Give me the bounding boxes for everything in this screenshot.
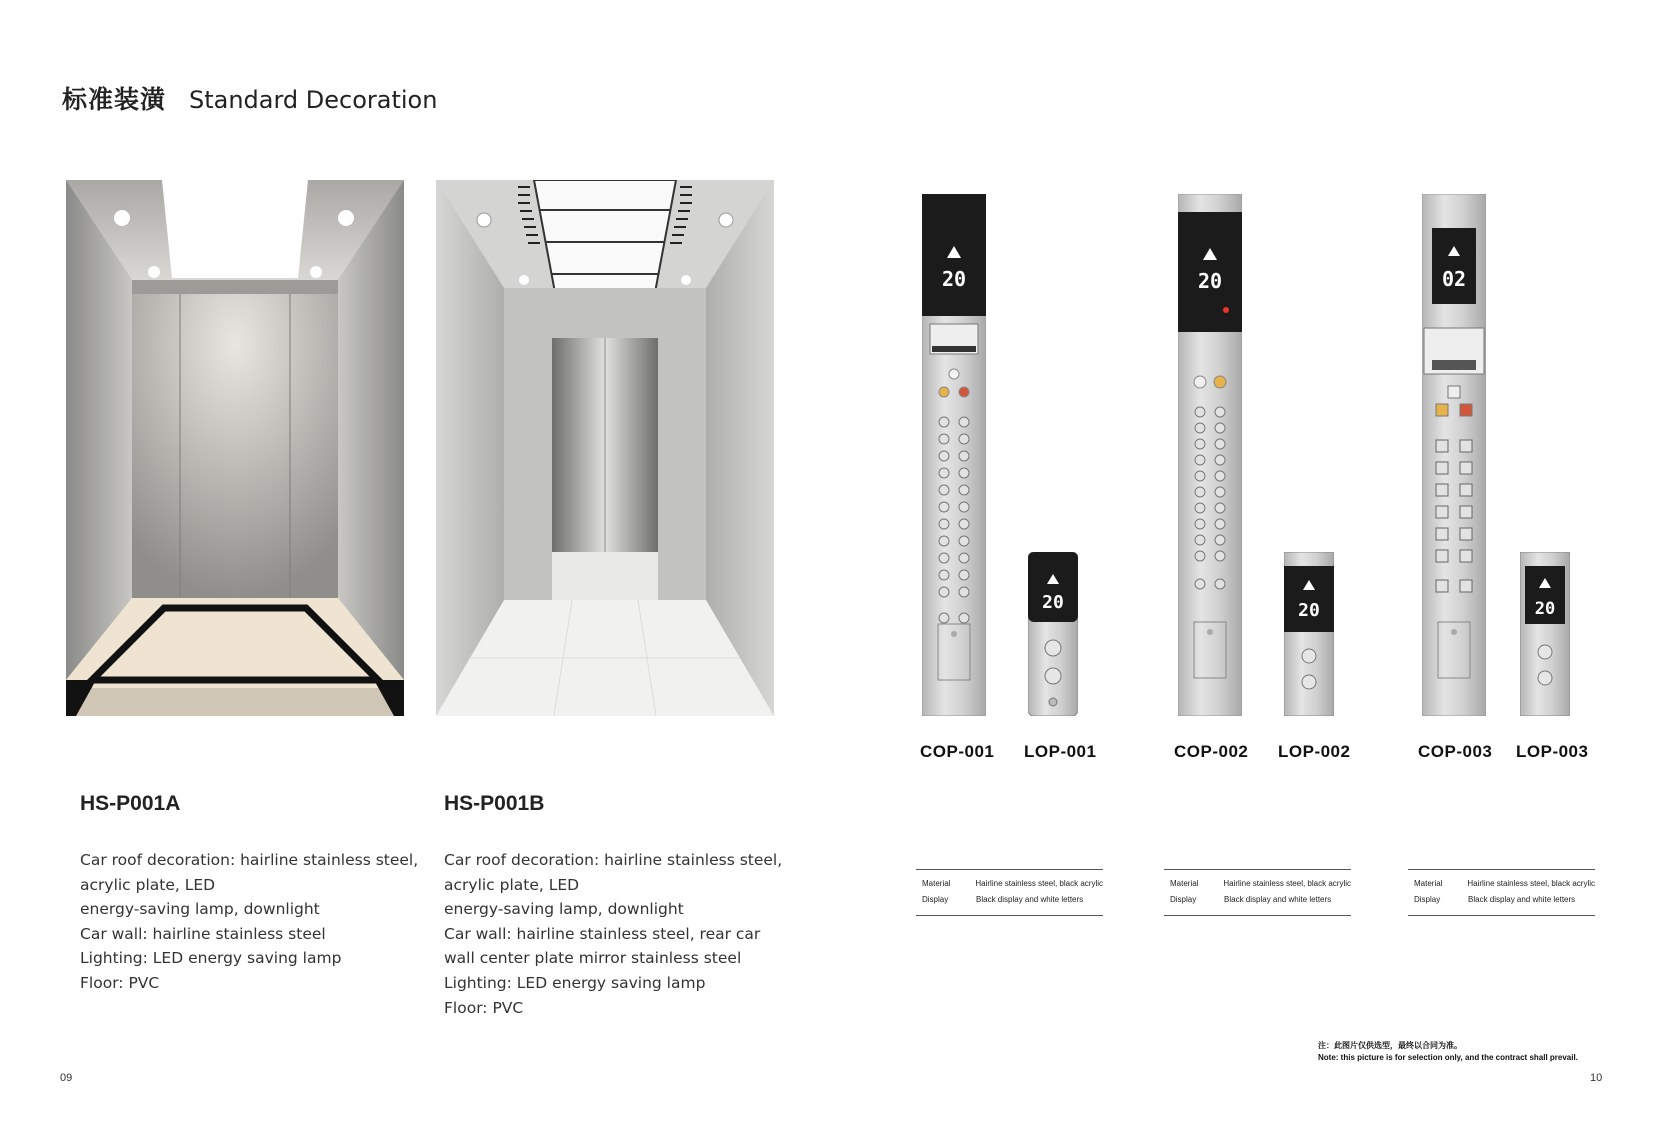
description-line: Car roof decoration: hairline stainless steel, [80, 851, 419, 869]
page-title-en: Standard Decoration [188, 86, 438, 114]
disclaimer-note [1318, 1040, 1578, 1064]
page-title-cn: 标准装潢 [62, 86, 167, 114]
description-line: Lighting: LED energy saving lamp [80, 949, 342, 968]
car-image-hs-p001a [66, 180, 404, 716]
spec-value: Hairline stainless steel, black acrylic [1467, 879, 1595, 888]
spec-key: Material [922, 879, 951, 888]
description-line: Lighting: LED energy saving lamp [444, 973, 706, 992]
cop-001-display-digits: 20 [941, 267, 967, 291]
description-line: Floor: PVC [444, 998, 524, 1017]
spec-value: Black display and white letters [976, 895, 1084, 904]
page-number-left: 09 [60, 1072, 73, 1084]
description-line: acrylic plate, LED [80, 875, 216, 894]
description-line: acrylic plate, LED [444, 875, 580, 894]
car-image-hs-p001b [436, 180, 774, 716]
lop-001-panel [1028, 552, 1078, 716]
lop-003-display-digits: 20 [1534, 599, 1556, 619]
model-name-hs-p001a: HS-P001A [80, 792, 181, 815]
description-hs-p001b [444, 848, 783, 1020]
spec-value: Hairline stainless steel, black acrylic [1223, 879, 1351, 888]
description-line: Car roof decoration: hairline stainless steel, [444, 851, 783, 869]
cop-002-panel [1178, 194, 1242, 716]
spec-value: Hairline stainless steel, black acrylic [975, 879, 1103, 888]
disclaimer-note-cn: 注：此图片仅供选型，最终以合同为准。 [1318, 1041, 1462, 1050]
cop-003-label: COP-003 [1418, 742, 1493, 761]
cop-003-display-digits: 02 [1441, 267, 1467, 291]
description-line: Car wall: hairline stainless steel [80, 924, 326, 943]
description-line: Floor: PVC [80, 973, 160, 992]
description-line: wall center plate mirror stainless steel [444, 949, 742, 968]
spec-value: Black display and white letters [1468, 895, 1576, 904]
spec-key: Display [922, 895, 949, 904]
cop-001-panel [922, 194, 986, 716]
description-hs-p001a [80, 848, 419, 996]
lop-003-panel [1520, 552, 1570, 716]
cop-001-label: COP-001 [920, 742, 995, 761]
spec-value: Black display and white letters [1224, 895, 1332, 904]
description-line: Car wall: hairline stainless steel, rear car [444, 924, 761, 943]
lop-002-display-digits: 20 [1298, 600, 1320, 621]
spec-table-002 [1164, 869, 1351, 916]
cop-002-label: COP-002 [1174, 742, 1249, 761]
lop-002-label: LOP-002 [1278, 742, 1351, 761]
cop-002-display-digits: 20 [1197, 269, 1223, 293]
page-title [62, 80, 437, 116]
lop-001-display-digits: 20 [1042, 592, 1064, 613]
spec-key: Display [1414, 895, 1441, 904]
lop-002-panel [1284, 552, 1334, 716]
lop-003-label: LOP-003 [1516, 742, 1589, 761]
spec-table-001 [916, 869, 1103, 916]
disclaimer-note-en: Note: this picture is for selection only, and the contract shall prevail. [1318, 1053, 1578, 1062]
model-name-hs-p001b: HS-P001B [444, 792, 545, 815]
description-line: energy-saving lamp, downlight [444, 900, 684, 919]
spec-key: Material [1414, 879, 1443, 888]
description-line: energy-saving lamp, downlight [80, 900, 320, 919]
spec-key: Material [1170, 879, 1199, 888]
cop-003-panel [1422, 194, 1486, 716]
page-number-right: 10 [1590, 1072, 1603, 1084]
lop-001-label: LOP-001 [1024, 742, 1097, 761]
spec-table-003 [1408, 869, 1595, 916]
spec-key: Display [1170, 895, 1197, 904]
